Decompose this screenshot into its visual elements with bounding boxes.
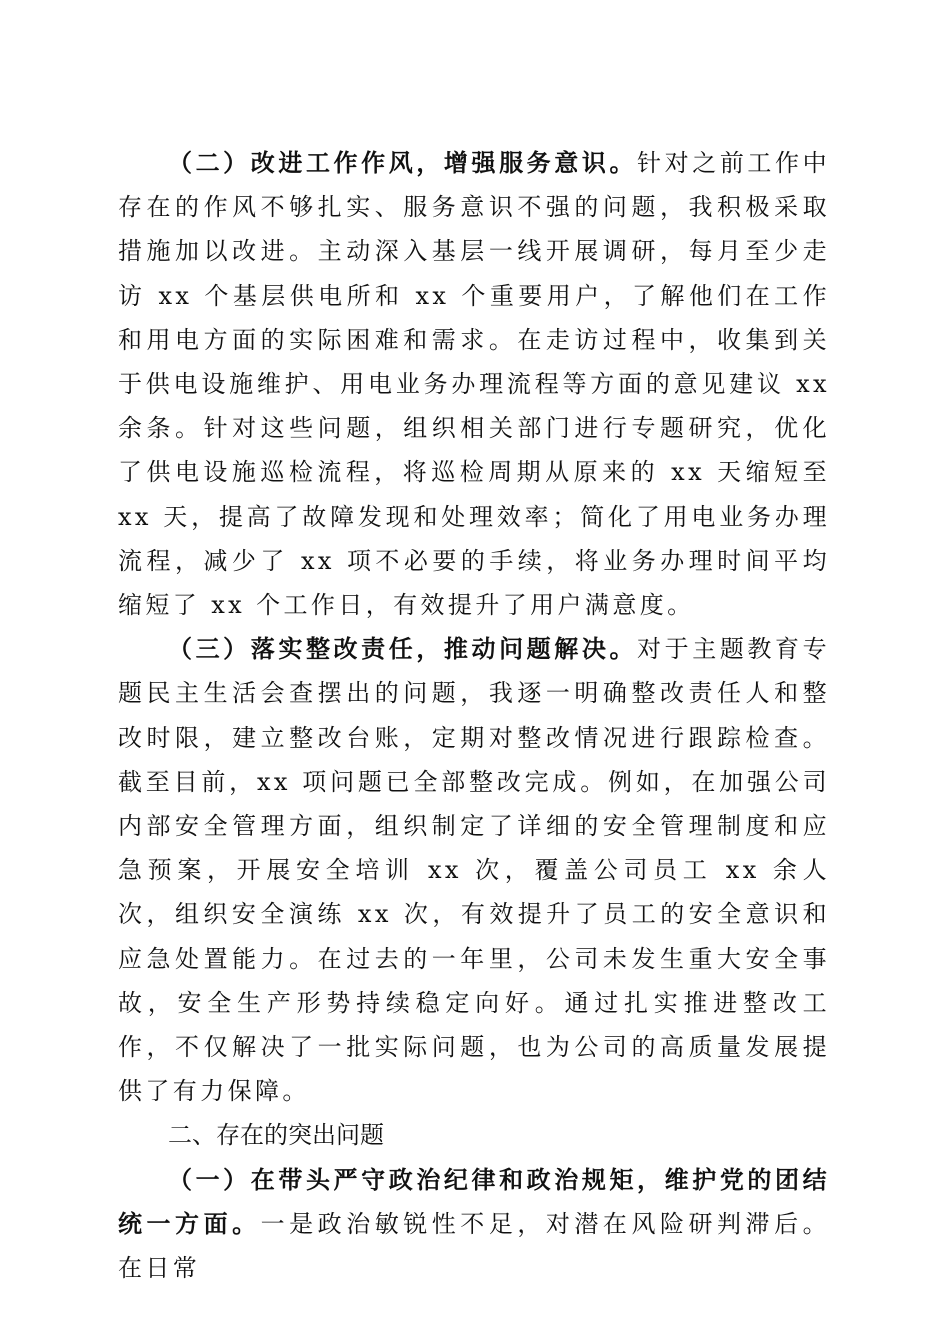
paragraph-improve-work-style [118, 141, 830, 627]
paragraph-lead: （三）落实整改责任，推动问题解决。 [168, 634, 638, 664]
paragraph-lead: （一）在带头严守政治纪律和政治规矩，维护党的团结统一方面。 [118, 1164, 830, 1238]
paragraph-body: 针对之前工作中存在的作风不够扎实、服务意识不强的问题，我积极采取措施加以改进。主动深入基层一线开展调研，每月至少走访 xx 个基层供电所和 xx 个重要用户，了解他们在工作和用电方面的实际困难和需求。在走访过程中，收集到关于供电设施维护、用电业务办理流程等方面的意见建议 xx 余条。针对这些问题，组织相关部门进行专题研究，优化了供电设施巡检流程，将巡检周期从原来的 xx 天缩短至 xx 天，提高了故障发现和处理效率；简化了用电业务办理流程，减少了 xx 项不必要的手续，将业务办理时间平均缩短了 xx 个工作日，有效提升了用户满意度。 [118, 149, 830, 620]
paragraph-political-discipline [118, 1158, 830, 1291]
paragraph-implement-rectification [118, 627, 830, 1113]
paragraph-body: 一是政治敏锐性不足，对潜在风险研判滞后。在日常 [118, 1209, 830, 1283]
section-heading: 二、存在的突出问题 [168, 1121, 384, 1150]
document-page [118, 141, 830, 1290]
paragraph-body: 对于主题教育专题民主生活会查摆出的问题，我逐一明确整改责任人和整改时限，建立整改台账，定期对整改情况进行跟踪检查。截至目前，xx 项问题已全部整改完成。例如，在加强公司内部安全管理方面，组织制定了详细的安全管理制度和应急预案，开展安全培训 xx 次，覆盖公司员工 xx 余人次，组织安全演练 xx 次，有效提升了员工的安全意识和应急处置能力。在过去的一年里，公司未发生重大安全事故，安全生产形势持续稳定向好。通过扎实推进整改工作，不仅解决了一批实际问题，也为公司的高质量发展提供了有力保障。 [118, 635, 830, 1106]
paragraph-lead: （二）改进工作作风，增强服务意识。 [168, 148, 638, 177]
